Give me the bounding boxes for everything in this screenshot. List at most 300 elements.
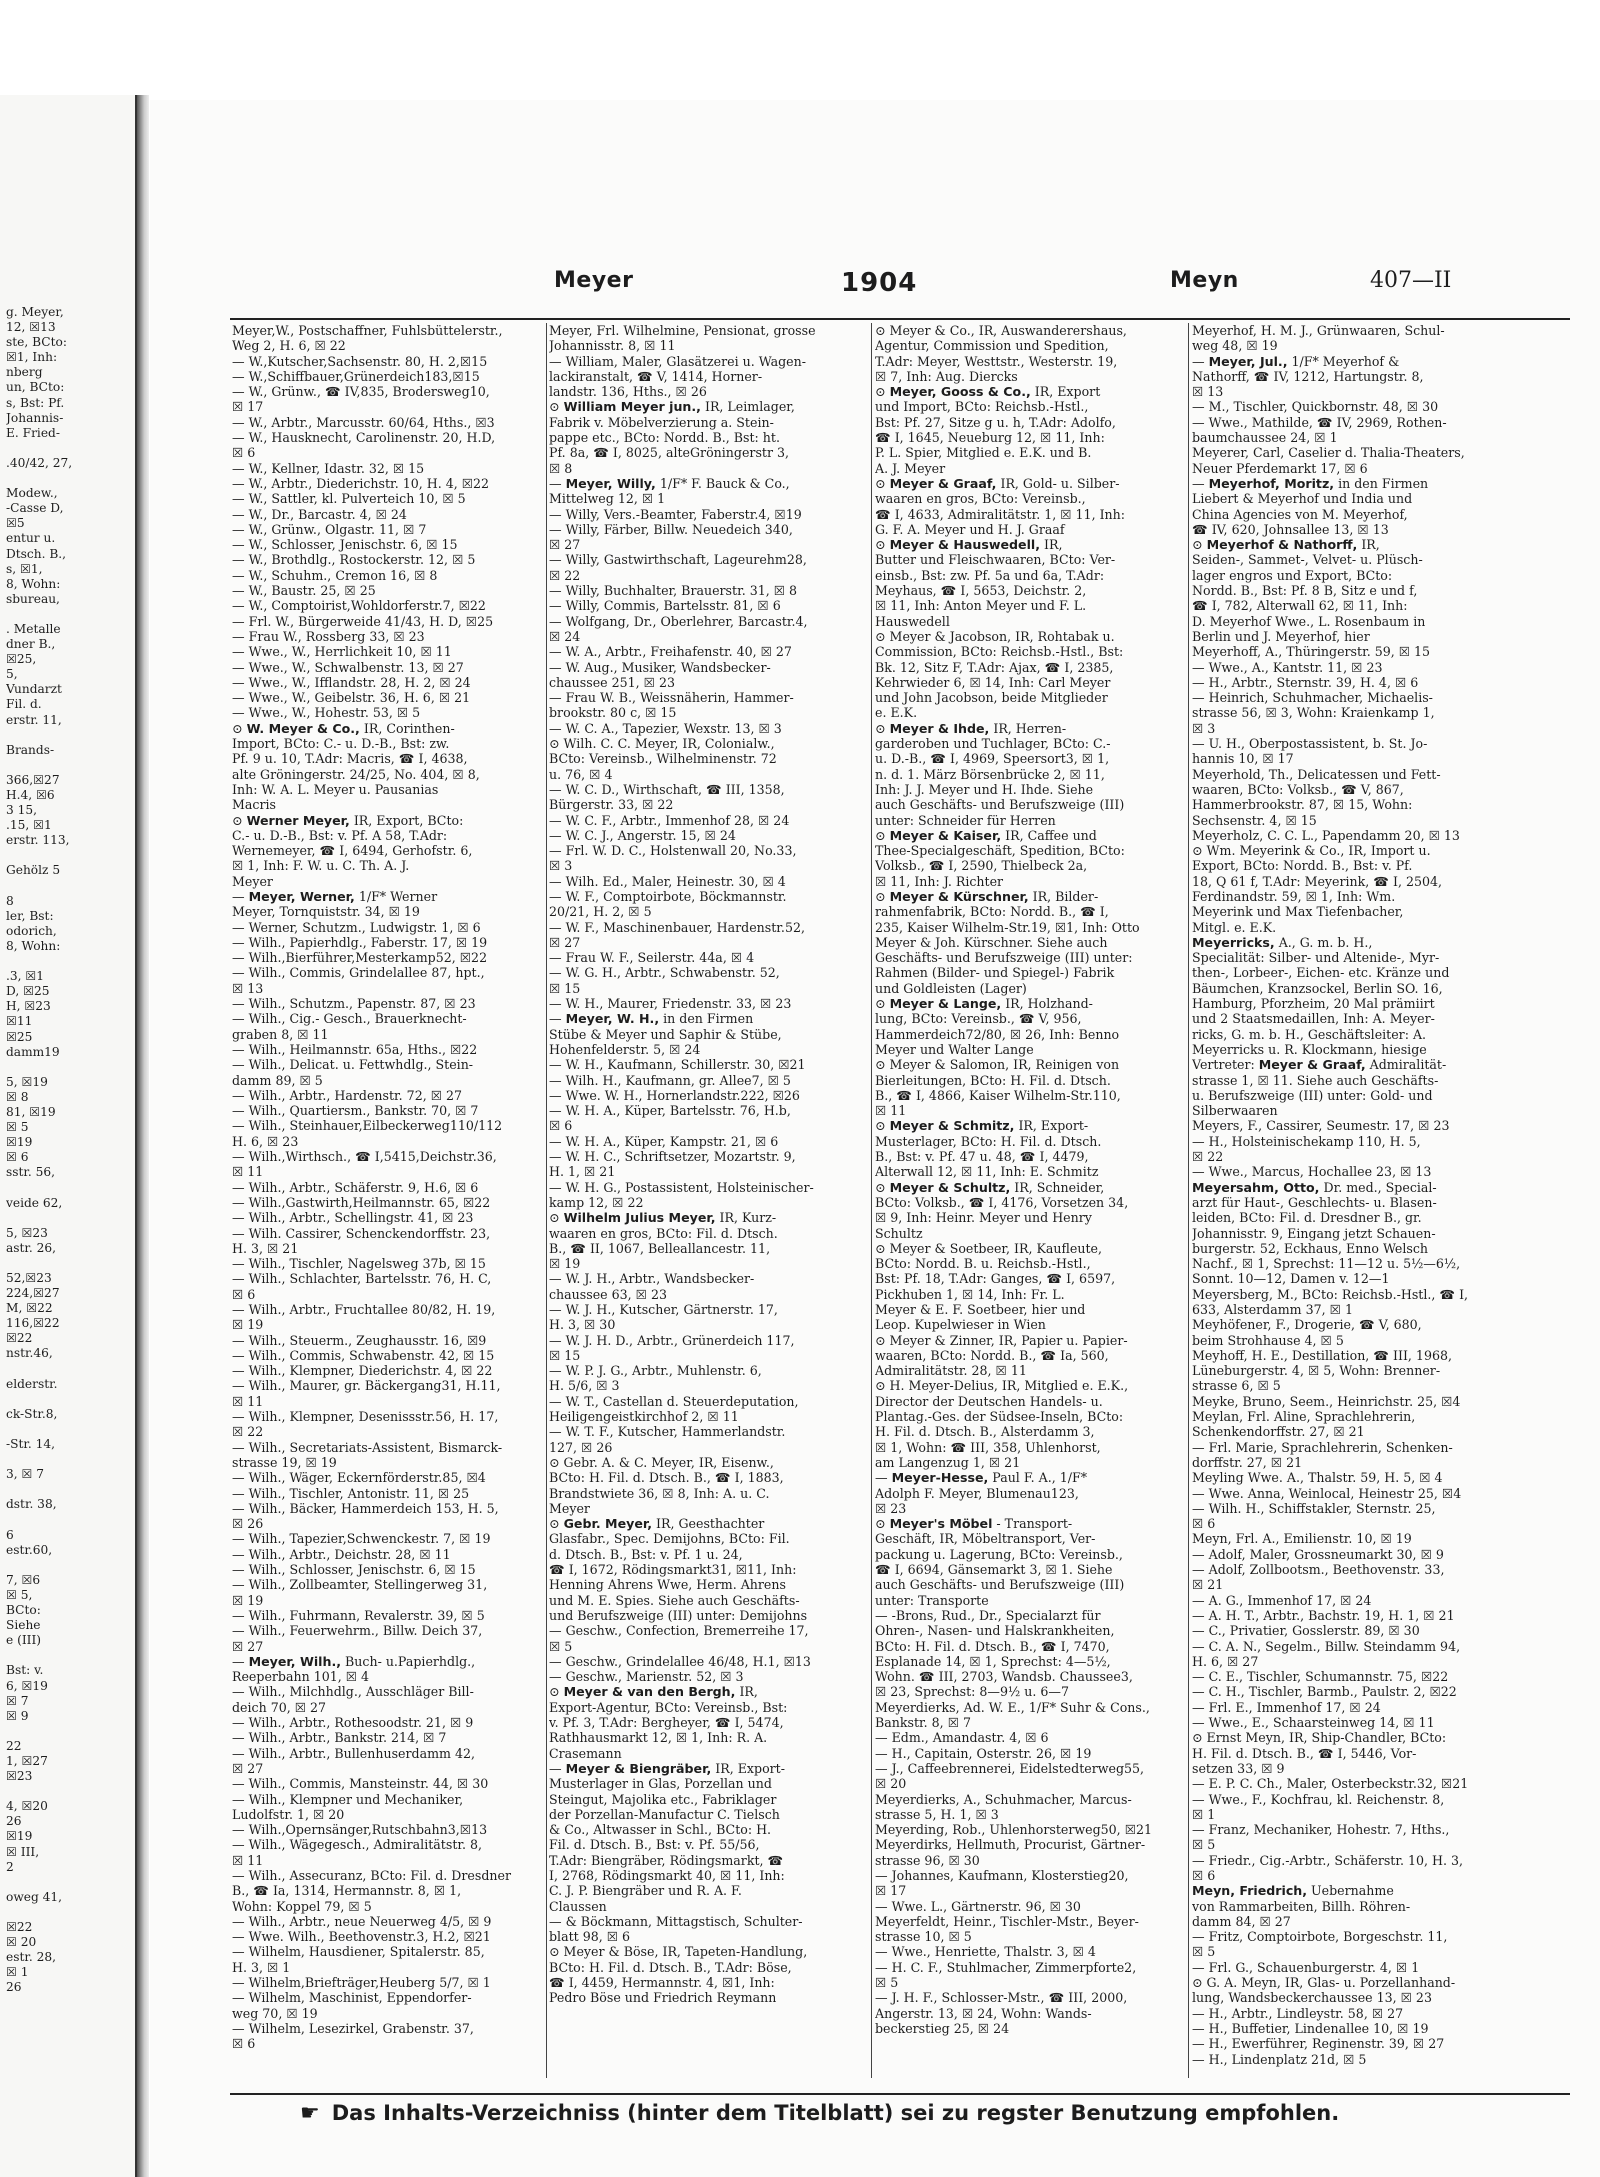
- directory-entry-line: waaren en gros, BCto: Fil. d. Dtsch.: [549, 1225, 778, 1241]
- directory-entry-line: n. d. 1. März Börsenbrücke 2, ☒ 11,: [875, 766, 1105, 782]
- facing-page-line: estr. 28,: [6, 1950, 56, 1965]
- directory-entry-line: — Wilh., Tapezier,Schwenckestr. 7, ☒ 19: [232, 1531, 491, 1547]
- facing-page-line: 8: [6, 893, 14, 908]
- directory-entry-line: landstr. 136, Hths., ☒ 26: [549, 384, 707, 400]
- directory-entry-line: — Wilh.,Gastwirth,Heilmannstr. 65, ☒22: [232, 1194, 491, 1210]
- directory-entry-line: — H., Ewerführer, Reginenstr. 39, ☒ 27: [1192, 2036, 1445, 2052]
- directory-entry-line: Macris: [232, 797, 276, 813]
- directory-entry-line: strasse 19, ☒ 19: [232, 1454, 337, 1470]
- directory-entry-line: T.Adr: Meyer, Westtstr., Westerstr. 19,: [875, 353, 1118, 369]
- directory-entry-line: Meyhöfener, F., Drogerie, ☎ V, 680,: [1192, 1317, 1422, 1333]
- directory-entry-line: BCto: H. Fil. d. Dtsch. B., ☎ I, 7470,: [875, 1638, 1110, 1654]
- directory-entry-line: — Wwe., W., Hohestr. 53, ☒ 5: [232, 705, 421, 721]
- directory-column-2: [549, 323, 867, 2078]
- directory-entry-line: — Adolf, Zollbootsm., Beethovenstr. 33,: [1192, 1562, 1445, 1578]
- directory-entry-line: Meyerdierks, A., Schuhmacher, Marcus-: [875, 1791, 1132, 1807]
- facing-page-line: [6, 1482, 136, 1497]
- facing-page-line: ☒25: [6, 1029, 33, 1044]
- facing-page-line: e (III): [6, 1633, 42, 1648]
- directory-entry-line: 18, Q 61 f, T.Adr: Meyerink, ☎ I, 2504,: [1192, 873, 1443, 889]
- directory-entry-line: ☒ 15: [549, 1347, 581, 1363]
- directory-entry-line: Stübe & Meyer und Saphir & Stübe,: [549, 1026, 782, 1042]
- directory-entry-line: — Wwe., W., Ifflandstr. 28, H. 2, ☒ 24: [232, 674, 471, 690]
- directory-entry-line: — A. G., Immenhof 17, ☒ 24: [1192, 1592, 1372, 1608]
- directory-entry-line: strasse 56, ☒ 3, Wohn: Kraienkamp 1,: [1192, 705, 1435, 721]
- column-divider: [1188, 323, 1189, 2078]
- directory-column-4: [1192, 323, 1572, 2078]
- directory-entry-line: Sonnt. 10—12, Damen v. 12—1: [1192, 1271, 1390, 1287]
- facing-page-line: ☒ 5: [6, 1120, 29, 1135]
- directory-entry-line: ☎ I, 1672, Rödingsmarkt31, ☒11, Inh:: [549, 1562, 797, 1578]
- facing-page-line: ☒22: [6, 1920, 33, 1935]
- directory-entry-line: Esplanade 14, ☒ 1, Sprechst: 4—5½,: [875, 1653, 1111, 1669]
- directory-entry-line: — W., Grünw., Olgastr. 11, ☒ 7: [232, 521, 427, 537]
- directory-entry-line: Bierleitungen, BCto: H. Fil. d. Dtsch.: [875, 1072, 1111, 1088]
- facing-page-line: [6, 1875, 136, 1890]
- facing-page-line: s, Bst: Pf.: [6, 395, 65, 410]
- directory-entry-line: — W.,Schiffbauer,Grünerdeich183,☒15: [232, 368, 480, 384]
- directory-entry-line: Alterwall 12, ☒ 11, Inh: E. Schmitz: [875, 1164, 1099, 1180]
- directory-entry-line: hannis 10, ☒ 17: [1192, 751, 1294, 767]
- directory-entry-line: — Wilh., Cig.- Gesch., Brauerknecht-: [232, 1011, 467, 1027]
- directory-entry-line: — Willy, Commis, Bartelsstr. 81, ☒ 6: [549, 598, 781, 614]
- directory-entry-line: — W. J. H., Arbtr., Wandsbecker-: [549, 1271, 755, 1287]
- directory-entry-line: — Wilhelm, Lesezirkel, Grabenstr. 37,: [232, 2020, 474, 2036]
- directory-entry-line: — Wwe., Marcus, Hochallee 23, ☒ 13: [1192, 1164, 1432, 1180]
- directory-entry-line: — Wilh., Arbtr., Rothesoodstr. 21, ☒ 9: [232, 1715, 474, 1731]
- directory-entry-line: — Wilh., Zollbeamter, Stellingerweg 31,: [232, 1577, 488, 1593]
- directory-entry-line: — Wwe., W., Schwalbenstr. 13, ☒ 27: [232, 659, 464, 675]
- directory-entry-line: — Frau W. B., Weissnäherin, Hammer-: [549, 690, 794, 706]
- directory-entry-line: B., Bst: v. Pf. 47 u. 48, ☎ I, 4479,: [875, 1149, 1089, 1165]
- directory-entry-line: ☒ 22: [549, 567, 581, 583]
- directory-entry-line: ⊙ Meyer & Soetbeer, IR, Kaufleute,: [875, 1240, 1103, 1256]
- directory-entry-line: Adolph F. Meyer, Blumenau123,: [875, 1485, 1079, 1501]
- directory-entry-line: Schenkendorffstr. 27, ☒ 21: [1192, 1424, 1365, 1440]
- directory-entry-line: ☒ 11: [232, 1164, 264, 1180]
- directory-entry-line: — Wilh. H., Kaufmann, gr. Allee7, ☒ 5: [549, 1072, 791, 1088]
- directory-entry-line: Ludolfstr. 1, ☒ 20: [232, 1806, 345, 1822]
- facing-page-line: Dtsch. B.,: [6, 546, 67, 561]
- directory-entry-line: — Wwe. Anna, Weinlocal, Heinestr 25, ☒4: [1192, 1485, 1462, 1501]
- facing-page-line: Brands-: [6, 742, 55, 757]
- directory-entry-line: Fabrik v. Möbelverzierung a. Stein-: [549, 414, 774, 430]
- directory-entry-line: H. 6, ☒ 23: [232, 1133, 299, 1149]
- directory-entry-line: brookstr. 80 c, ☒ 15: [549, 705, 677, 721]
- directory-entry-line: ☒ 19: [549, 1256, 581, 1272]
- directory-entry-line: Lüneburgerstr. 4, ☒ 5, Wohn: Brenner-: [1192, 1363, 1441, 1379]
- directory-entry-line: — Wilhelm,Briefträger,Heuberg 5/7, ☒ 1: [232, 1975, 491, 1991]
- directory-entry-line: — Frau W., Rossberg 33, ☒ 23: [232, 628, 425, 644]
- directory-entry-line: ⊙ Meyer & Salomon, IR, Reinigen von: [875, 1057, 1120, 1073]
- directory-entry-line: Musterlager in Glas, Porzellan und: [549, 1776, 772, 1792]
- directory-entry-line: Neuer Pferdemarkt 17, ☒ 6: [1192, 460, 1368, 476]
- directory-entry-line: — Wilh., Tischler, Nagelsweg 37b, ☒ 15: [232, 1256, 486, 1272]
- directory-entry-line: ☒ 21: [1192, 1577, 1224, 1593]
- directory-entry-line: ☒ 9, Inh: Heinr. Meyer und Henry: [875, 1210, 1092, 1226]
- facing-page-line: 8, Wohn:: [6, 576, 61, 591]
- directory-entry-line: Meyerhof, H. M. J., Grünwaaren, Schul-: [1192, 323, 1445, 338]
- directory-entry-line: ⊙ G. A. Meyn, IR, Glas- u. Porzellanhand-: [1192, 1975, 1456, 1991]
- directory-entry-line: B., ☎ I, 4866, Kaiser Wilhelm-Str.110,: [875, 1087, 1121, 1103]
- directory-entry-line: — W., Sattler, kl. Pulverteich 10, ☒ 5: [232, 491, 466, 507]
- directory-entry-line: Johannisstr. 9, Eingang jetzt Schauen-: [1192, 1225, 1436, 1241]
- directory-entry-line: Mitgl. e. E.K.: [1192, 919, 1277, 935]
- directory-entry-line: Meyer, Frl. Wilhelmine, Pensionat, grosse: [549, 323, 816, 338]
- directory-entry-line: Bst: Pf. 27, Sitze g u. h, T.Adr: Adolfo,: [875, 414, 1116, 430]
- directory-entry-line: Specialität: Silber- und Altenide-, Myr-: [1192, 950, 1440, 966]
- directory-entry-line: — Frau W. F., Seilerstr. 44a, ☒ 4: [549, 950, 755, 966]
- directory-entry-line: — & Böckmann, Mittagstisch, Schulter-: [549, 1913, 803, 1929]
- directory-entry-line: — W. J. H., Kutscher, Gärtnerstr. 17,: [549, 1302, 778, 1317]
- facing-page-line: 6, ☒19: [6, 1678, 48, 1693]
- directory-entry-line: lung, Wandsbeckerchaussee 13, ☒ 23: [1192, 1990, 1432, 2006]
- directory-entry-line: — W. H., Maurer, Friedenstr. 33, ☒ 23: [549, 996, 792, 1012]
- facing-page-line: -Str. 14,: [6, 1437, 55, 1452]
- facing-page-line: 12, ☒13: [6, 320, 56, 335]
- directory-entry-line: — Meyer, Werner, 1/F* Werner: [232, 888, 438, 904]
- directory-entry-line: Bäumchen, Kranzsockel, Berlin SO. 16,: [1192, 980, 1443, 996]
- directory-entry-line: ⊙ Meyer's Möbel - Transport-: [875, 1516, 1073, 1532]
- directory-entry-line: am Langenzug 1, ☒ 21: [875, 1454, 1021, 1470]
- directory-entry-line: alte Gröningerstr. 24/25, No. 404, ☒ 8,: [232, 766, 480, 782]
- directory-entry-line: Crasemann: [549, 1745, 622, 1761]
- facing-page-line: sbureau,: [6, 591, 60, 606]
- directory-entry-line: — Wilh., Wägegesch., Admiralitätstr. 8,: [232, 1837, 483, 1853]
- directory-entry-line: Weg 2, H. 6, ☒ 22: [232, 338, 346, 354]
- directory-entry-line: beim Strohhause 4, ☒ 5: [1192, 1332, 1344, 1348]
- directory-entry-line: lager engros und Export, BCto:: [1192, 567, 1393, 583]
- directory-entry-line: Plantag.-Ges. der Südsee-Inseln, BCto:: [875, 1409, 1124, 1425]
- directory-entry-line: — W. H. A., Küper, Bartelsstr. 76, H.b,: [549, 1103, 791, 1119]
- directory-entry-line: T.Adr: Biengräber, Rödingsmarkt, ☎: [549, 1852, 784, 1868]
- directory-entry-line: damm 84, ☒ 27: [1192, 1913, 1291, 1929]
- facing-page-line: damm19: [6, 1044, 60, 1059]
- directory-entry-line: ⊙ Meyer & Hauswedell, IR,: [875, 537, 1063, 553]
- footer-rule: [230, 2093, 1570, 2095]
- facing-page-line: ☒22: [6, 1331, 33, 1346]
- directory-entry-line: ☒ 7, Inh: Aug. Diercks: [875, 368, 1018, 384]
- directory-entry-line: Import, BCto: C.- u. D.-B., Bst: zw.: [232, 736, 450, 752]
- directory-entry-line: ⊙ Meyer & Schmitz, IR, Export-: [875, 1118, 1089, 1134]
- directory-entry-line: ⊙ Meyer & Graaf, IR, Gold- u. Silber-: [875, 475, 1120, 491]
- directory-entry-line: — W. T., Castellan d. Steuerdeputation,: [549, 1393, 799, 1409]
- directory-entry-line: — Wwe. W. H., Hornerlandstr.222, ☒26: [549, 1087, 800, 1103]
- directory-entry-line: — Wilh., Bäcker, Hammerdeich 153, H. 5,: [232, 1500, 499, 1516]
- directory-entry-line: — W., Arbtr., Diederichstr. 10, H. 4, ☒22: [232, 475, 490, 491]
- directory-entry-line: — W. C. A., Tapezier, Wexstr. 13, ☒ 3: [549, 720, 782, 736]
- directory-entry-line: und Import, BCto: Reichsb.-Hstl.,: [875, 399, 1089, 415]
- directory-entry-line: ⊙ Gebr. A. & C. Meyer, IR, Eisenw.,: [549, 1454, 774, 1470]
- directory-entry-line: Inh: W. A. L. Meyer u. Pausanias: [232, 781, 439, 797]
- directory-entry-line: ⊙ Meyer & Kürschner, IR, Bilder-: [875, 888, 1099, 904]
- directory-entry-line: — Wwe., E., Schaarsteinweg 14, ☒ 11: [1192, 1715, 1435, 1731]
- directory-entry-line: Meyersberg, M., BCto: Reichsb.-Hstl., ☎ I,: [1192, 1286, 1469, 1302]
- directory-entry-line: — Wilh., Arbtr., Hardenstr. 72, ☒ 27: [232, 1087, 463, 1103]
- directory-entry-line: — C. H., Tischler, Barmb., Paulstr. 2, ☒22: [1192, 1684, 1457, 1700]
- facing-page-line: 4, ☒20: [6, 1799, 48, 1814]
- directory-entry-line: ⊙ Meyer & Zinner, IR, Papier u. Papier-: [875, 1332, 1128, 1348]
- directory-entry-line: Thee-Specialgeschäft, Spedition, BCto:: [875, 843, 1125, 859]
- directory-entry-line: — H., Capitain, Osterstr. 26, ☒ 19: [875, 1745, 1092, 1761]
- directory-entry-line: ☒ 6: [1192, 1867, 1216, 1883]
- directory-entry-line: — Meyer, Willy, 1/F* F. Bauck & Co.,: [549, 475, 790, 491]
- directory-entry-line: — H., Buffetier, Lindenallee 10, ☒ 19: [1192, 2020, 1429, 2036]
- directory-entry-line: graben 8, ☒ 11: [232, 1026, 329, 1042]
- directory-entry-line: Meyerdirks, Hellmuth, Procurist, Gärtner-: [875, 1837, 1146, 1853]
- directory-entry-line: C.- u. D.-B., Bst: v. Pf. A 58, T.Adr:: [232, 827, 448, 843]
- directory-entry-line: Agentur, Commission und Spedition,: [875, 338, 1109, 354]
- directory-entry-line: — W. J. H. D., Arbtr., Grünerdeich 117,: [549, 1332, 795, 1348]
- facing-page-line: .3, ☒1: [6, 969, 45, 984]
- facing-page-line: M, ☒22: [6, 1301, 53, 1316]
- facing-page-line: [6, 954, 136, 969]
- directory-entry-line: Meyke, Bruno, Seem., Heinrichstr. 25, ☒4: [1192, 1393, 1461, 1409]
- directory-entry-line: — Wwe., W., Geibelstr. 36, H. 6, ☒ 21: [232, 690, 471, 706]
- directory-entry-line: — W. G. H., Arbtr., Schwabenstr. 52,: [549, 965, 780, 981]
- directory-entry-line: 235, Kaiser Wilhelm-Str.19, ☒1, Inh: Otto: [875, 919, 1140, 935]
- directory-entry-line: Admiralitätstr. 28, ☒ 11: [875, 1363, 1027, 1379]
- directory-entry-line: — Wilh., Commis, Grindelallee 87, hpt.,: [232, 965, 485, 981]
- directory-entry-line: — Geschw., Confection, Bremerreihe 17,: [549, 1623, 809, 1639]
- directory-entry-line: ☎ I, 4633, Admiralitätstr. 1, ☒ 11, Inh:: [875, 506, 1126, 522]
- directory-entry-line: deich 70, ☒ 27: [232, 1699, 327, 1715]
- directory-entry-line: rahmenfabrik, BCto: Nordd. B., ☎ I,: [875, 904, 1109, 920]
- facing-page-line: [6, 1513, 136, 1528]
- facing-page-line: 366,☒27: [6, 772, 60, 787]
- directory-entry-line: einsb., Bst: zw. Pf. 5a und 6a, T.Adr:: [875, 567, 1105, 583]
- directory-entry-line: — W. H., Kaufmann, Schillerstr. 30, ☒21: [549, 1057, 806, 1073]
- directory-entry-line: chaussee 251, ☒ 23: [549, 674, 675, 690]
- facing-page-line: [6, 1558, 136, 1573]
- directory-entry-line: Meyerhold, Th., Delicatessen und Fett-: [1192, 766, 1441, 782]
- directory-entry-line: — Frl. G., Schauenburgerstr. 4, ☒ 1: [1192, 1959, 1420, 1975]
- directory-entry-line: Meyhaus, ☎ I, 5653, Deichstr. 2,: [875, 583, 1087, 599]
- directory-entry-line: Glasfabr., Spec. Demijohns, BCto: Fil.: [549, 1531, 790, 1547]
- directory-entry-line: — Franz, Mechaniker, Hohestr. 7, Hths.,: [1192, 1822, 1450, 1838]
- directory-entry-line: — Meyer, Wilh., Buch- u.Papierhdlg.,: [232, 1653, 476, 1669]
- facing-page-line: g. Meyer,: [6, 305, 64, 319]
- directory-entry-line: Meyerink und Max Tiefenbacher,: [1192, 904, 1404, 920]
- facing-page-line: nberg: [6, 365, 43, 380]
- directory-entry-line: Brandstwiete 36, ☒ 8, Inh: A. u. C.: [549, 1485, 770, 1501]
- directory-entry-line: — Heinrich, Schuhmacher, Michaelis-: [1192, 690, 1433, 706]
- facing-page-line: -Casse D,: [6, 501, 64, 516]
- directory-entry-line: — Wwe., Henriette, Thalstr. 3, ☒ 4: [875, 1944, 1096, 1960]
- directory-entry-line: ⊙ Ernst Meyn, IR, Ship-Chandler, BCto:: [1192, 1730, 1447, 1746]
- facing-page-line: oweg 41,: [6, 1889, 63, 1904]
- directory-entry-line: — W., Arbtr., Marcusstr. 60/64, Hths., ☒3: [232, 414, 495, 430]
- facing-page-line: ☒19: [6, 1135, 33, 1150]
- directory-entry-line: — H., Arbtr., Lindleystr. 58, ☒ 27: [1192, 2005, 1404, 2021]
- directory-entry-line: — Adolf, Maler, Grossneumarkt 30, ☒ 9: [1192, 1546, 1444, 1562]
- directory-entry-line: ☒ 6: [232, 2036, 256, 2052]
- directory-entry-line: packung u. Lagerung, BCto: Vereinsb.,: [875, 1546, 1123, 1562]
- directory-entry-line: BCto: H. Fil. d. Dtsch. B., T.Adr: Böse,: [549, 1959, 792, 1975]
- directory-entry-line: ⊙ Wilh. C. C. Meyer, IR, Colonialw.,: [549, 736, 775, 752]
- directory-entry-line: — -Brons, Rud., Dr., Specialarzt für: [875, 1607, 1101, 1623]
- facing-page-line: 1, ☒27: [6, 1754, 48, 1768]
- directory-entry-line: — Wilhelm, Maschinist, Eppendorfer-: [232, 1990, 472, 2006]
- directory-entry-line: H. 3, ☒ 21: [232, 1240, 299, 1256]
- directory-entry-line: ☒ 20: [875, 1776, 907, 1792]
- facing-page-line: ste, BCto:: [6, 335, 67, 350]
- directory-entry-line: — W., Schuhm., Cremon 16, ☒ 8: [232, 567, 438, 583]
- directory-entry-line: — W. C. D., Wirthschaft, ☎ III, 1358,: [549, 781, 785, 797]
- facing-page-line: [6, 758, 136, 773]
- directory-entry-line: burgerstr. 52, Eckhaus, Enno Welsch: [1192, 1240, 1429, 1256]
- facing-page-line: [6, 879, 136, 894]
- directory-entry-line: ☒ 3: [549, 858, 573, 874]
- directory-entry-line: Rathhausmarkt 12, ☒ 1, Inh: R. A.: [549, 1730, 768, 1746]
- directory-entry-line: — Frl. W., Bürgerweide 41/43, H. D, ☒25: [232, 613, 494, 629]
- directory-entry-line: und Goldleisten (Lager): [875, 980, 1027, 996]
- directory-entry-line: — U. H., Oberpostassistent, b. St. Jo-: [1192, 736, 1428, 752]
- directory-entry-line: ☒ 27: [232, 1638, 264, 1654]
- directory-entry-line: — Meyer, Jul., 1/F* Meyerhof &: [1192, 353, 1400, 369]
- directory-entry-line: — Wilh., Tischler, Antonistr. 11, ☒ 25: [232, 1485, 470, 1501]
- directory-entry-line: ⊙ Meyer & Ihde, IR, Herren-: [875, 720, 1067, 736]
- directory-entry-line: Meyer, Tornquiststr. 34, ☒ 19: [232, 904, 420, 920]
- directory-entry-line: — C. E., Tischler, Schumannstr. 75, ☒22: [1192, 1669, 1449, 1685]
- directory-entry-line: Leop. Kupelwieser in Wien: [875, 1317, 1046, 1333]
- directory-entry-line: und M. E. Spies. Siehe auch Geschäfts-: [549, 1592, 800, 1608]
- directory-entry-line: ☎ I, 782, Alterwall 62, ☒ 11, Inh:: [1192, 598, 1408, 614]
- directory-entry-line: ☒ 6: [232, 445, 256, 461]
- directory-entry-line: Silberwaaren: [1192, 1103, 1278, 1119]
- directory-entry-line: ☒ 11, Inh: J. Richter: [875, 873, 1004, 889]
- directory-entry-line: Ohren-, Nasen- und Halskrankheiten,: [875, 1623, 1115, 1639]
- directory-entry-line: — W., Kellner, Idastr. 32, ☒ 15: [232, 460, 425, 476]
- directory-entry-line: — W., Schlosser, Jenischstr. 6, ☒ 15: [232, 537, 458, 553]
- directory-entry-line: ☒ 22: [232, 1424, 264, 1440]
- directory-entry-line: Meyer,W., Postschaffner, Fuhlsbüttelerstr.,: [232, 323, 503, 338]
- facing-page-line: sstr. 56,: [6, 1165, 56, 1180]
- facing-page-line: ☒ III,: [6, 1844, 40, 1859]
- directory-entry-line: Hamburg, Pforzheim, 20 Mal prämiirt: [1192, 996, 1435, 1012]
- directory-entry-line: Kehrwieder 6, ☒ 14, Inh: Carl Meyer: [875, 674, 1111, 690]
- directory-entry-line: — Wilh., Arbtr., Schäferstr. 9, H.6, ☒ 6: [232, 1179, 479, 1195]
- directory-entry-line: — Geschw., Grindelallee 46/48, H.1, ☒13: [549, 1653, 811, 1669]
- directory-entry-line: Vertreter: Meyer & Graaf, Admiralität-: [1192, 1057, 1447, 1073]
- directory-entry-line: Rahmen (Bilder- und Spiegel-) Fabrik: [875, 965, 1115, 981]
- directory-entry-line: Musterlager, BCto: H. Fil. d. Dtsch.: [875, 1133, 1102, 1149]
- directory-entry-line: arzt für Haut-, Geschlechts- u. Blasen-: [1192, 1194, 1437, 1210]
- directory-entry-line: — Willy, Buchhalter, Brauerstr. 31, ☒ 8: [549, 583, 798, 599]
- directory-entry-line: — W. H. C., Schriftsetzer, Mozartstr. 9,: [549, 1149, 796, 1165]
- directory-entry-line: — Geschw., Marienstr. 52, ☒ 3: [549, 1669, 744, 1685]
- directory-entry-line: ☒ 27: [232, 1760, 264, 1776]
- directory-entry-line: — Wilh., Milchhdlg., Ausschläger Bill-: [232, 1684, 474, 1700]
- directory-entry-line: Hammerdeich72/80, ☒ 26, Inh: Benno: [875, 1026, 1120, 1042]
- directory-entry-line: Heiligengeistkirchhof 2, ☒ 11: [549, 1409, 739, 1425]
- directory-entry-line: ☒ 24: [549, 628, 581, 644]
- facing-page-line: ☒23: [6, 1769, 33, 1784]
- directory-entry-line: und 2 Staatsmedaillen, Inh: A. Meyer-: [1192, 1011, 1435, 1027]
- directory-entry-line: — Wilh., Arbtr., neue Neuerweg 4/5, ☒ 9: [232, 1913, 492, 1929]
- directory-entry-line: — Wilh.,Wirthsch., ☎ I,5415,Deichstr.36,: [232, 1149, 497, 1165]
- facing-page-line: [6, 1905, 136, 1920]
- facing-page-line: H, ☒23: [6, 999, 51, 1014]
- directory-entry-line: BCto: Volksb., ☎ I, 4176, Vorsetzen 34,: [875, 1194, 1129, 1210]
- facing-page-line: [6, 1180, 136, 1195]
- directory-entry-line: ☒ 1: [1192, 1806, 1216, 1822]
- directory-entry-line: Fil. d. Dtsch. B., Bst: v. Pf. 55/56,: [549, 1837, 760, 1853]
- directory-entry-line: leiden, BCto: Fil. d. Dresdner B., gr.: [1192, 1210, 1422, 1226]
- directory-entry-line: ⊙ W. Meyer & Co., IR, Corinthen-: [232, 720, 455, 736]
- directory-entry-line: Meyerdierks, Ad. W. E., 1/F* Suhr & Cons.,: [875, 1699, 1150, 1715]
- facing-page-line: ☒25,: [6, 652, 37, 667]
- directory-entry-line: Meyer: [232, 873, 273, 889]
- facing-page-line: 7, ☒6: [6, 1572, 41, 1587]
- directory-entry-line: ☒ 23: [875, 1500, 907, 1516]
- directory-entry-line: ☒ 15: [549, 980, 581, 996]
- directory-entry-line: — Wilh., Fuhrmann, Revalerstr. 39, ☒ 5: [232, 1607, 485, 1623]
- facing-page-line: [6, 728, 136, 743]
- directory-entry-line: waaren en gros, BCto: Vereinsb.,: [875, 491, 1086, 507]
- directory-entry-line: — Wilh., Schlosser, Jenischstr. 6, ☒ 15: [232, 1562, 476, 1578]
- facing-page-line: ☒19: [6, 1829, 33, 1844]
- directory-entry-line: Meyers, F., Cassirer, Seumestr. 17, ☒ 23: [1192, 1118, 1450, 1134]
- facing-page-line: ☒ 7: [6, 1693, 29, 1708]
- facing-page-line: [6, 1256, 136, 1271]
- directory-entry-line: — W. H. G., Postassistent, Holsteinischer-: [549, 1179, 814, 1195]
- facing-page-line: Vundarzt: [6, 682, 62, 697]
- directory-entry-line: Export, BCto: Nordd. B., Bst: v. Pf.: [1192, 858, 1413, 874]
- directory-entry-line: e. E.K.: [875, 705, 918, 721]
- header-right-keyword: Meyn: [1170, 268, 1239, 293]
- directory-entry-line: 20/21, H. 2, ☒ 5: [549, 904, 652, 920]
- directory-entry-line: ⊙ Meyer & Co., IR, Auswanderershaus,: [875, 323, 1127, 338]
- facing-page-line: 8, Wohn:: [6, 938, 61, 953]
- facing-page-line: ☒ 9: [6, 1708, 29, 1723]
- directory-entry-line: — Wilh. H., Schiffstakler, Sternstr. 25,: [1192, 1500, 1436, 1516]
- directory-entry-line: ☒ 5: [1192, 1837, 1216, 1853]
- directory-entry-line: — W., Grünw., ☎ IV,835, Brodersweg10,: [232, 384, 490, 400]
- directory-entry-line: ⊙ Meyer & Böse, IR, Tapeten-Handlung,: [549, 1944, 808, 1960]
- header-year: 1904: [841, 268, 918, 298]
- directory-entry-line: — J., Caffeebrennerei, Eidelstedterweg55,: [875, 1760, 1145, 1776]
- directory-entry-line: strasse 1, ☒ 11. Siehe auch Geschäfts-: [1192, 1072, 1439, 1088]
- directory-entry-line: pappe etc., BCto: Nordd. B., Bst: ht.: [549, 430, 780, 446]
- directory-entry-line: — Frl. W. D. C., Holstenwall 20, No.33,: [549, 843, 797, 859]
- directory-entry-line: 633, Alsterdamm 37, ☒ 1: [1192, 1302, 1353, 1317]
- footer-notice: [300, 2101, 1570, 2137]
- directory-entry-line: H. 1, ☒ 21: [549, 1164, 616, 1180]
- directory-entry-line: — H., Lindenplatz 21d, ☒ 5: [1192, 2051, 1367, 2067]
- facing-page-line: Siehe: [6, 1618, 41, 1633]
- directory-entry-line: Volksb., ☎ I, 2590, Thielbeck 2a,: [875, 858, 1088, 874]
- directory-entry-line: Bankstr. 8, ☒ 7: [875, 1715, 971, 1731]
- facing-page-line: ☒11: [6, 1014, 33, 1029]
- directory-entry-line: Seiden-, Sammet-, Velvet- u. Plüsch-: [1192, 552, 1423, 568]
- facing-page-line: odorich,: [6, 923, 57, 938]
- directory-entry-line: Berlin und J. Meyerhof, hier: [1192, 628, 1370, 644]
- directory-entry-line: — Johannes, Kaufmann, Klosterstieg20,: [875, 1867, 1129, 1883]
- directory-entry-line: Bürgerstr. 33, ☒ 22: [549, 797, 674, 813]
- directory-entry-line: BCto: Vereinsb., Wilhelminenstr. 72: [549, 751, 777, 767]
- directory-entry-line: Steingut, Majolika etc., Fabriklager: [549, 1791, 777, 1807]
- directory-entry-line: ⊙ Meyer & Schultz, IR, Schneider,: [875, 1179, 1105, 1195]
- directory-entry-line: strasse 96, ☒ 30: [875, 1852, 980, 1868]
- directory-entry-line: — Meyer, W. H., in den Firmen: [549, 1011, 754, 1027]
- directory-entry-line: Meyling Wwe. A., Thalstr. 59, H. 5, ☒ 4: [1192, 1470, 1443, 1486]
- directory-entry-line: Reeperbahn 101, ☒ 4: [232, 1669, 370, 1685]
- directory-entry-line: weg 70, ☒ 19: [232, 2005, 318, 2021]
- directory-entry-line: Export-Agentur, BCto: Vereinsb., Bst:: [549, 1699, 788, 1715]
- facing-page-line: Fil. d.: [6, 697, 42, 712]
- directory-entry-line: Commission, BCto: Reichsb.-Hstl., Bst:: [875, 644, 1124, 660]
